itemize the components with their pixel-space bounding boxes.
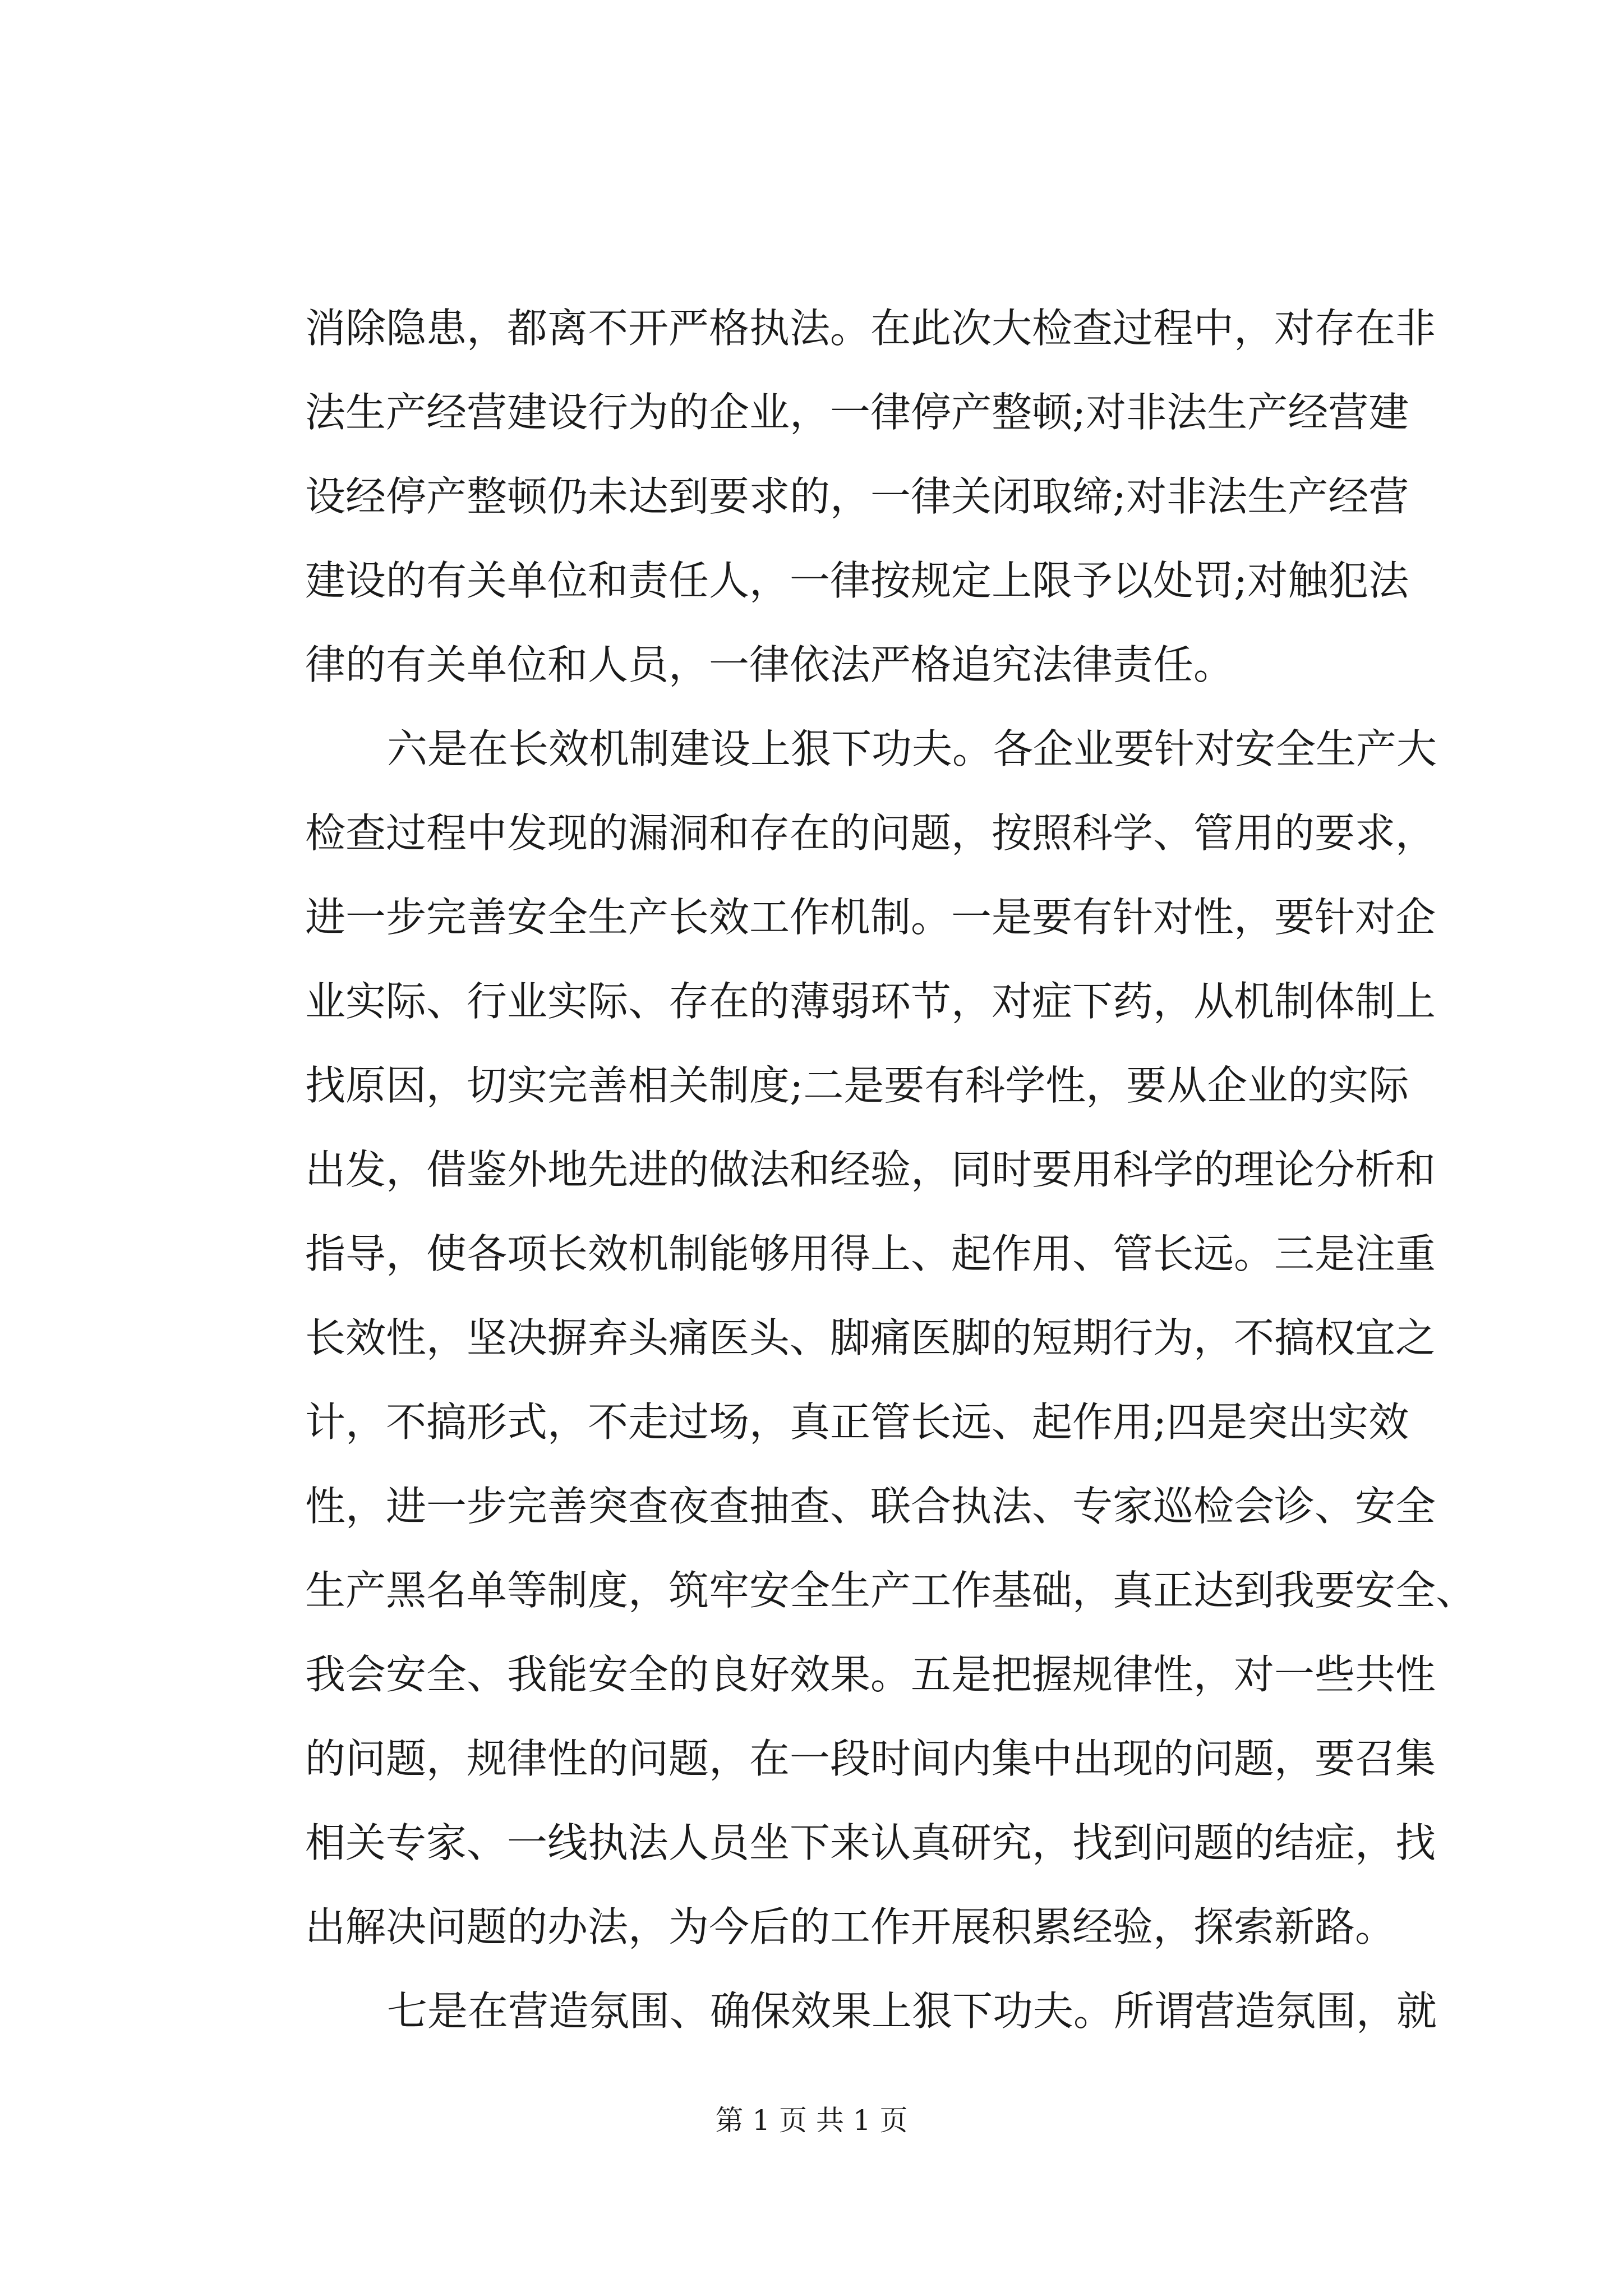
text-line: 性，进一步完善突查夜查抽查、联合执法、专家巡检会诊、安全 [305,1483,1436,1530]
paragraph-start-line: 七是在营造氛围、确保效果上狠下功夫。所谓营造氛围，就 [387,1987,1437,2035]
text-line: 计，不搞形式，不走过场，真正管长远、起作用;四是突出实效 [305,1398,1409,1446]
text-line: 律的有关单位和人员，一律依法严格追究法律责任。 [305,641,1234,688]
text-line: 出发，借鉴外地先进的做法和经验，同时要用科学的理论分析和 [305,1146,1436,1193]
text-line: 长效性，坚决摒弃头痛医头、脚痛医脚的短期行为，不搞权宜之 [305,1314,1436,1361]
paragraph-start-line: 六是在长效机制建设上狠下功夫。各企业要针对安全生产大 [387,725,1437,772]
text-line: 找原因，切实完善相关制度;二是要有科学性，要从企业的实际 [305,1062,1409,1109]
text-line: 检查过程中发现的漏洞和存在的问题，按照科学、管用的要求， [305,809,1436,857]
text-line: 相关专家、一线执法人员坐下来认真研究，找到问题的结症，找 [305,1819,1436,1866]
text-line: 生产黑名单等制度，筑牢安全生产工作基础，真正达到我要安全、 [305,1567,1477,1614]
text-line: 建设的有关单位和责任人，一律按规定上限予以处罚;对触犯法 [305,557,1409,604]
text-line: 业实际、行业实际、存在的薄弱环节，对症下药，从机制体制上 [305,978,1436,1025]
text-line: 消除隐患，都离不开严格执法。在此次大检查过程中，对存在非 [305,305,1436,352]
text-line: 进一步完善安全生产长效工作机制。一是要有针对性，要针对企 [305,894,1436,941]
text-line: 的问题，规律性的问题，在一段时间内集中出现的问题，要召集 [305,1735,1436,1782]
text-line: 出解决问题的办法，为今后的工作开展积累经验，探索新路。 [305,1903,1396,1950]
page-footer: 第 1 页 共 1 页 [715,2104,908,2137]
text-line: 法生产经营建设行为的企业，一律停产整顿;对非法生产经营建 [305,389,1409,436]
text-line: 指导，使各项长效机制能够用得上、起作用、管长远。三是注重 [305,1230,1436,1277]
text-line: 设经停产整顿仍未达到要求的，一律关闭取缔;对非法生产经营 [305,473,1409,520]
text-line: 我会安全、我能安全的良好效果。五是把握规律性，对一些共性 [305,1651,1436,1698]
